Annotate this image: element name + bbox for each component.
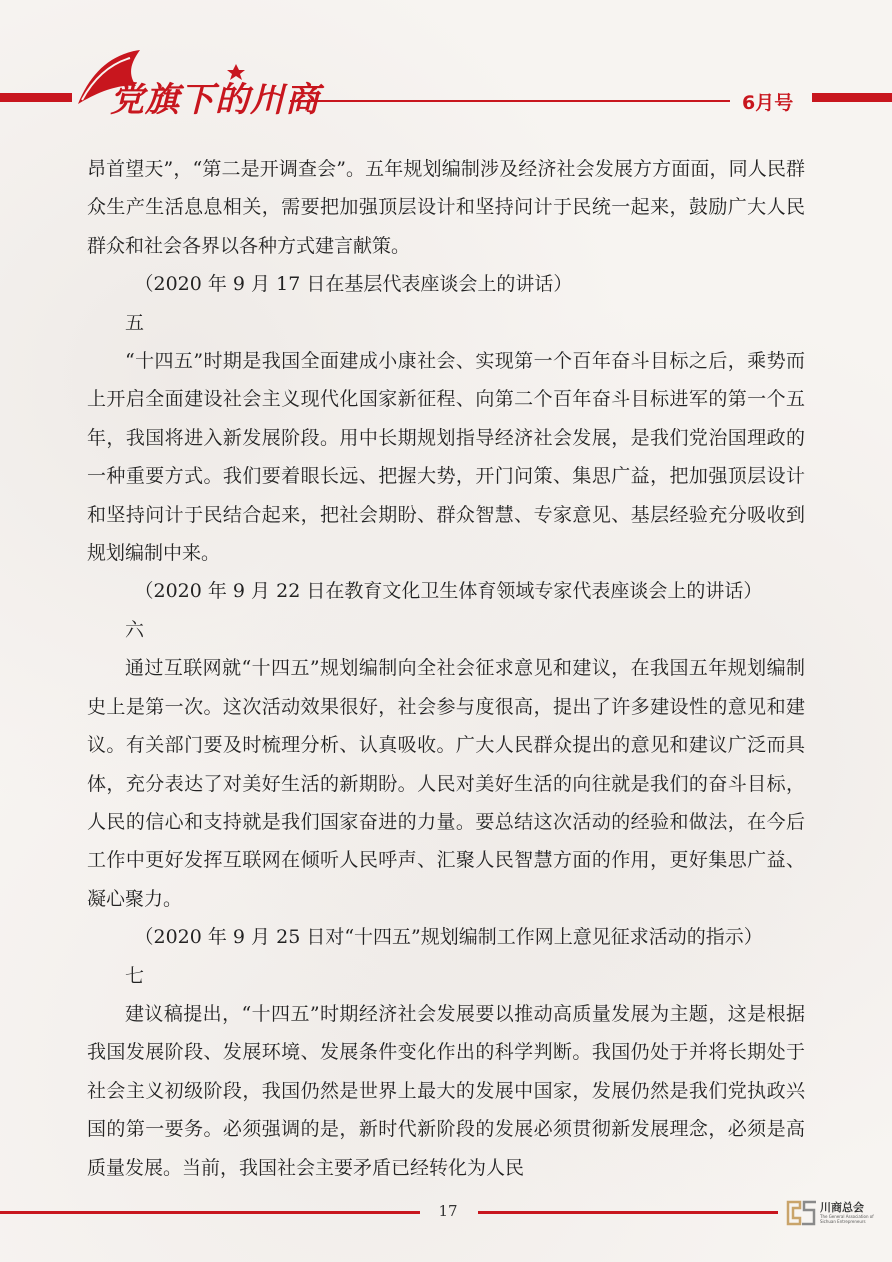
org-emblem-icon	[786, 1198, 818, 1228]
header-rule	[290, 100, 730, 102]
paragraph: 通过互联网就“十四五”规划编制向全社会征求意见和建议，在我国五年规划编制史上是第一次。这次活动效果很好，社会参与度很高，提出了许多建设性的意见和建议。有关部门要及时梳理分析、认真吸收。广大人民群众提出的意见和建议广泛而具体，充分表达了对美好生活的新期盼。人民对美好生活的向往就是我们的奋斗目标，人民的信心和支持就是我们国家奋进的力量。要总结这次活动的经验和做法，在今后工作中更好发挥互联网在倾听人民呼声、汇聚人民智慧方面的作用，更好集思广益、凝心聚力。	[87, 657, 805, 910]
header-bar-left	[0, 93, 72, 102]
header-bar-right	[812, 93, 892, 102]
section-number: 五	[125, 311, 145, 334]
source-note: （2020 年 9 月 22 日在教育文化卫生体育领域专家代表座谈会上的讲话）	[134, 580, 763, 603]
page-number: 17	[438, 1202, 458, 1220]
org-subtitle: The General Association of Sichuan Entrepreneurs	[820, 1214, 874, 1224]
paragraph: 建议稿提出，“十四五”时期经济社会发展要以推动高质量发展为主题，这是根据我国发展阶段、发展环境、发展条件变化作出的科学判断。我国仍处于并将长期处于社会主义初级阶段，我国仍然是世界上最大的发展中国家，发展仍然是我们党执政兴国的第一要务。必须强调的是，新时代新阶段的发展必须贯彻新发展理念，必须是高质量发展。当前，我国社会主要矛盾已经转化为人民	[87, 1002, 805, 1179]
org-name: 川商总会	[820, 1201, 864, 1214]
section-number: 六	[125, 618, 145, 641]
source-note: （2020 年 9 月 17 日在基层代表座谈会上的讲话）	[134, 273, 573, 296]
paragraph: “十四五”时期是我国全面建成小康社会、实现第一个百年奋斗目标之后，乘势而上开启全面建设社会主义现代化国家新征程、向第二个百年奋斗目标进军的第一个五年，我国将进入新发展阶段。用中长期规划指导经济社会发展，是我们党治国理政的一种重要方式。我们要着眼长远、把握大势，开门问策、集思广益，把加强顶层设计和坚持问计于民结合起来，把社会期盼、群众智慧、专家意见、基层经验充分吸收到规划编制中来。	[87, 350, 805, 565]
footer-rule-right	[478, 1211, 778, 1214]
issue-label: 6月号	[742, 92, 794, 114]
source-note: （2020 年 9 月 25 日对“十四五”规划编制工作网上意见征求活动的指示）	[134, 926, 763, 949]
masthead-logo	[70, 44, 320, 124]
paragraph: 昂首望天”，“第二是开调查会”。五年规划编制涉及经济社会发展方方面面，同人民群众生产生活息息相关，需要把加强顶层设计和坚持问计于民统一起来，鼓励广大人民群众和社会各界以各种方式建言献策。	[87, 158, 805, 257]
org-logo	[786, 1196, 886, 1230]
footer-rule-left	[0, 1211, 420, 1214]
section-number: 七	[125, 964, 145, 987]
masthead-title: 党旗下的川商	[110, 80, 320, 120]
article-body	[87, 150, 805, 1187]
